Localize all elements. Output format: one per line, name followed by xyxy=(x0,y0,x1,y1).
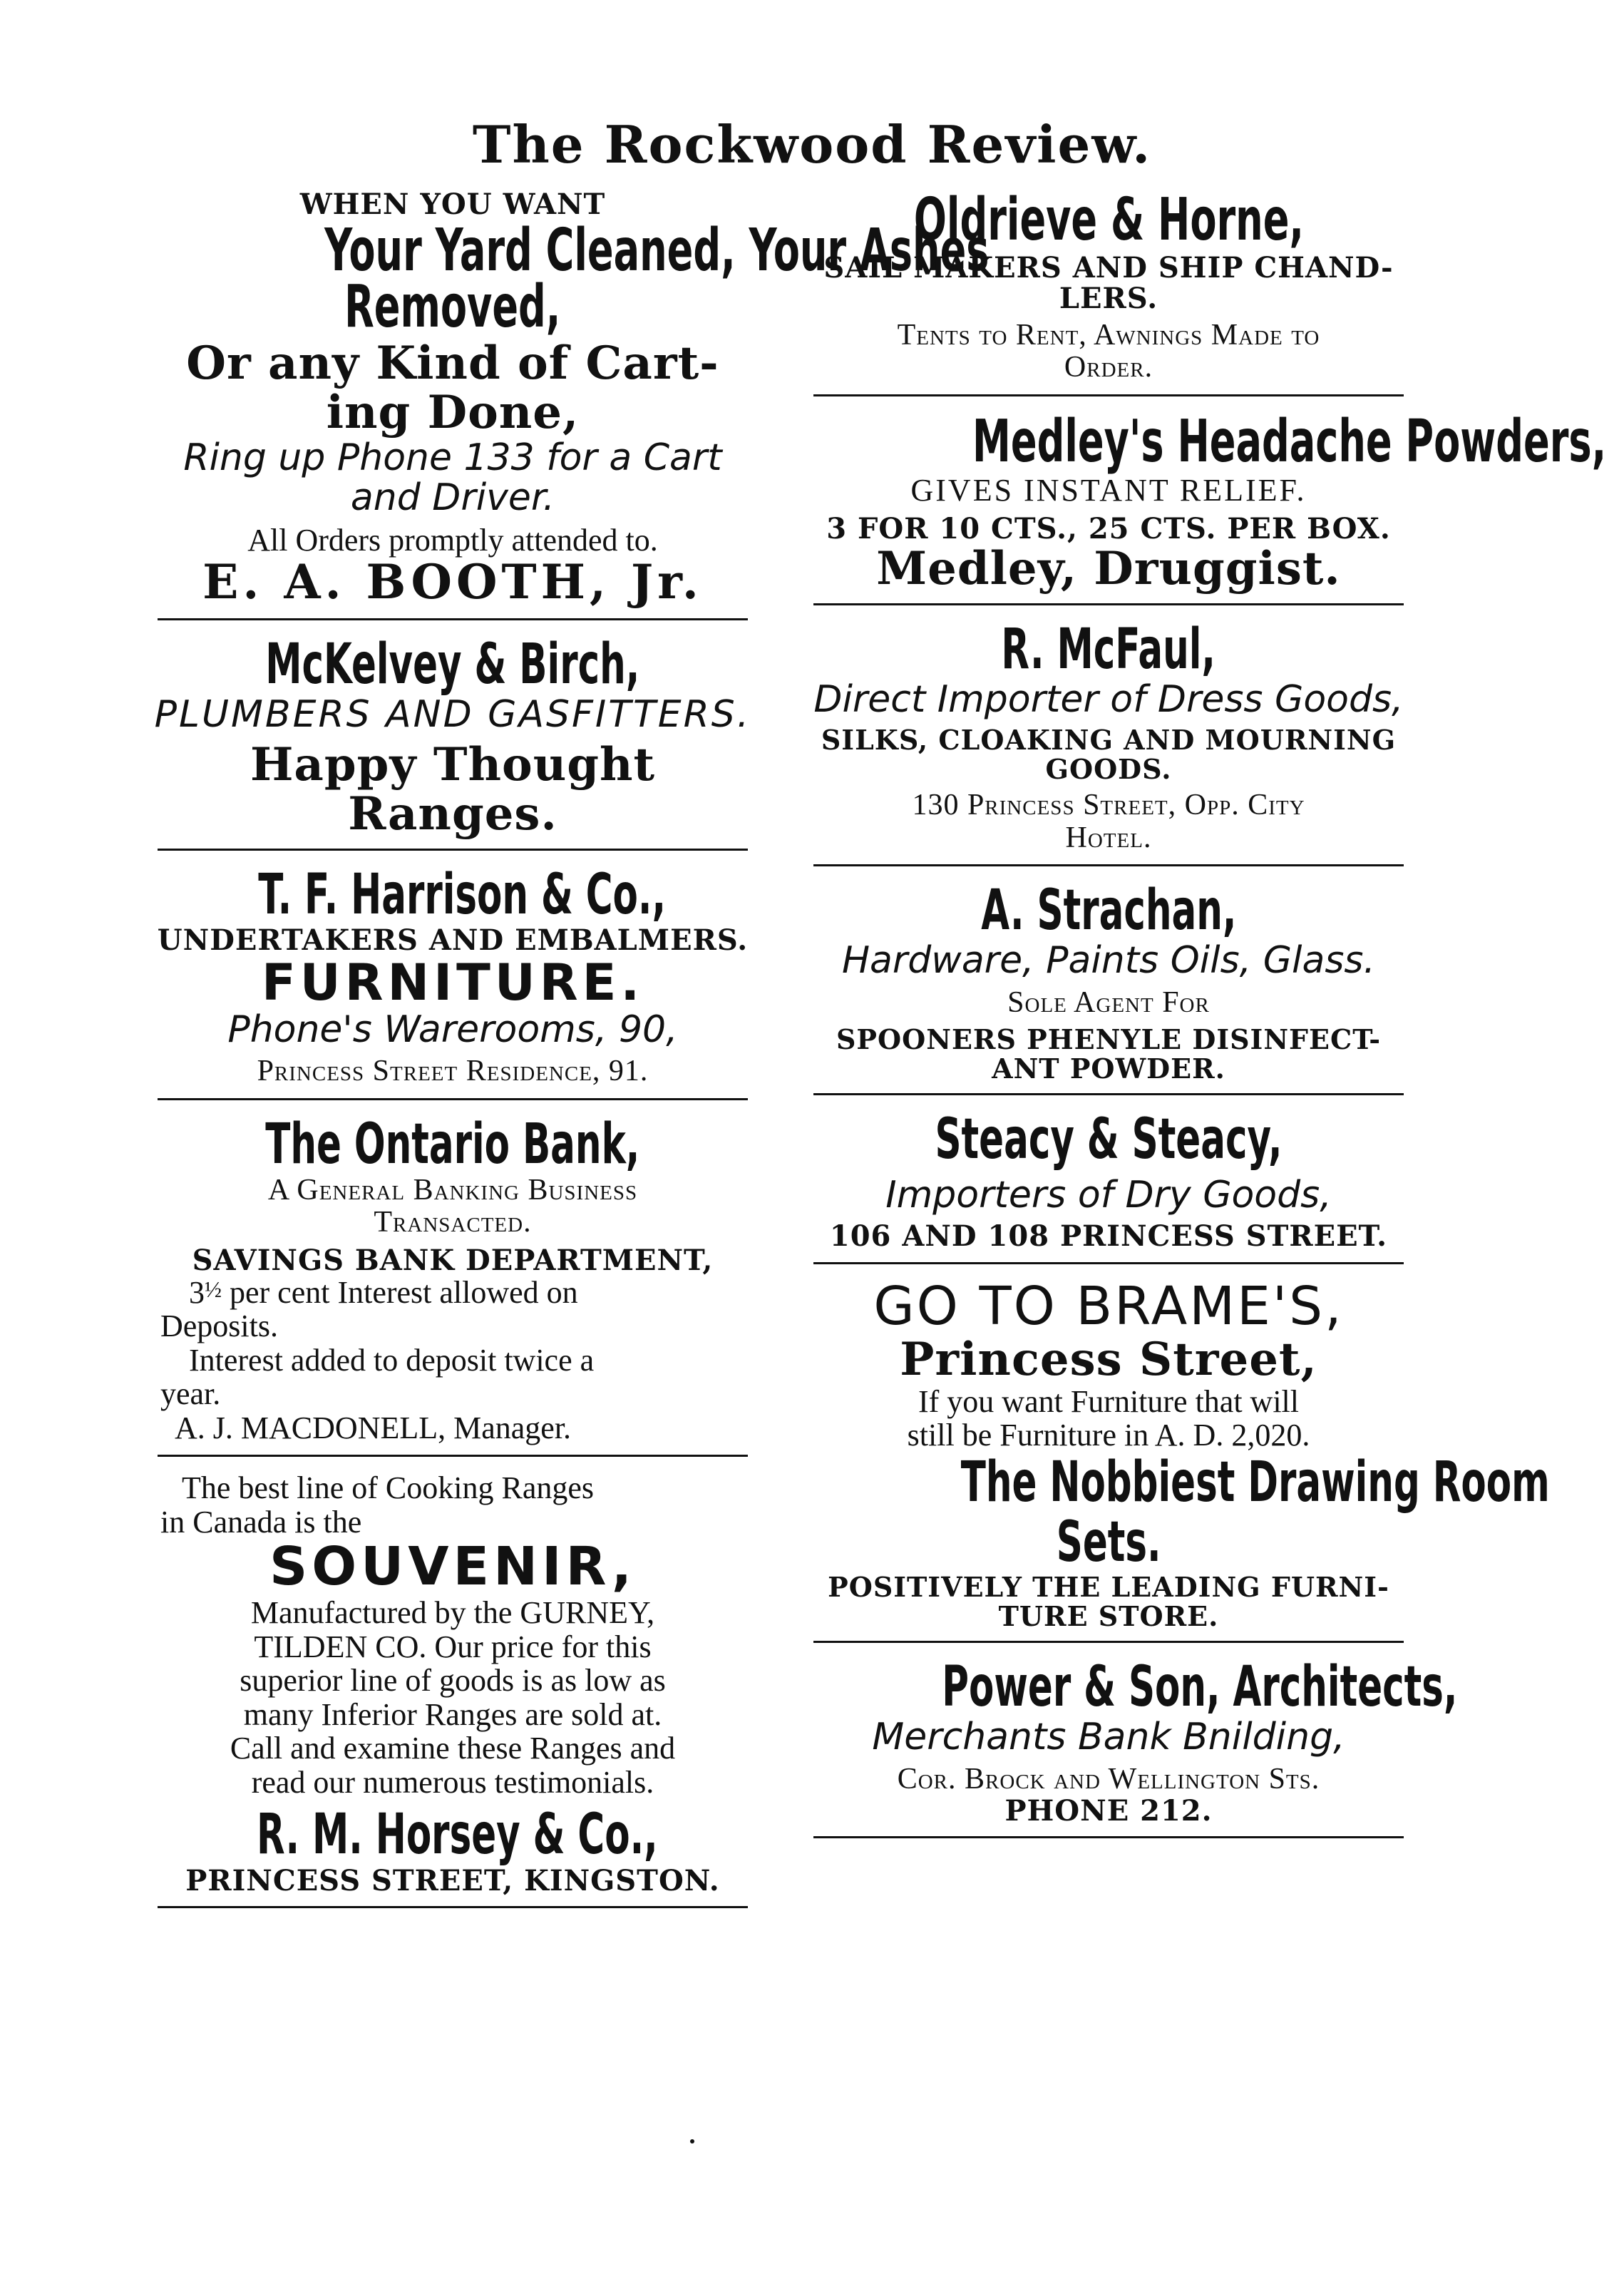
souvenir-body4: many Inferior Ranges are sold at. xyxy=(243,1696,662,1732)
medley-claim: GIVES INSTANT RELIEF. xyxy=(910,473,1307,508)
left-column xyxy=(153,188,990,1922)
bank-rate-text2: Deposits. xyxy=(160,1308,278,1344)
ad-strachan xyxy=(809,881,1408,1083)
brame-line3: The Nobbiest Drawing Room xyxy=(960,1450,1550,1515)
mckelvey-name: McKelvey & Birch, xyxy=(265,632,640,697)
print-speck xyxy=(690,2139,694,2143)
strachan-line4: ANT POWDER. xyxy=(992,1052,1225,1085)
oldrieve-trade1: SAIL MAKERS AND SHIP CHAND- xyxy=(823,250,1394,285)
booth-line6: Ring up Phone 133 for a Cart xyxy=(183,436,722,479)
souvenir-intro1: The best line of Cooking Ranges xyxy=(182,1470,595,1506)
divider xyxy=(813,1836,1404,1838)
brame-street: Princess Street, xyxy=(900,1333,1317,1387)
oldrieve-line1: Tents to Rent, Awnings Made to xyxy=(897,318,1320,352)
booth-line8: All Orders promptly attended to. xyxy=(247,522,658,558)
bank-rate xyxy=(153,1276,752,1310)
ad-steacy xyxy=(809,1107,1408,1254)
souvenir-body6: read our numerous testimonials. xyxy=(251,1764,654,1800)
right-column xyxy=(809,186,1607,1853)
mckelvey-product1: Happy Thought xyxy=(250,737,656,792)
mcfaul-line3: GOODS. xyxy=(1045,753,1172,786)
strachan-line3: SPOONERS PHENYLE DISINFECT- xyxy=(836,1023,1381,1055)
mcfaul-line1: Direct Importer of Dress Goods, xyxy=(813,678,1404,722)
page-title: The Rockwood Review. xyxy=(472,114,1152,175)
booth-line7: and Driver. xyxy=(350,476,555,519)
ad-medley xyxy=(809,407,1607,595)
souvenir-body3: superior line of goods is as low as xyxy=(240,1663,666,1699)
souvenir-body2: TILDEN CO. Our price for this xyxy=(254,1629,652,1664)
souvenir-dealer: R. M. Horsey & Co., xyxy=(256,1803,658,1868)
divider xyxy=(813,1641,1404,1643)
ad-harrison xyxy=(153,865,752,1088)
strachan-name: A. Strachan, xyxy=(980,879,1237,943)
divider xyxy=(813,864,1404,866)
divider xyxy=(158,618,748,620)
ad-ontario-bank xyxy=(153,1112,752,1445)
brame-line5: POSITIVELY THE LEADING FURNI- xyxy=(828,1571,1389,1604)
ad-mckelvey xyxy=(153,632,752,841)
harrison-trade: UNDERTAKERS AND EMBALMERS. xyxy=(157,923,749,958)
mcfaul-address2: Hotel. xyxy=(1065,821,1152,854)
divider xyxy=(813,603,1404,605)
ad-oldrieve xyxy=(809,186,1408,384)
divider xyxy=(158,1098,748,1100)
divider xyxy=(158,1906,748,1908)
souvenir-product: SOUVENIR, xyxy=(269,1536,637,1598)
souvenir-body1: Manufactured by the GURNEY, xyxy=(250,1595,655,1631)
mckelvey-product2: Ranges. xyxy=(348,787,557,841)
souvenir-body5: Call and examine these Ranges and xyxy=(230,1731,676,1766)
brame-line6: TURE STORE. xyxy=(998,1600,1219,1633)
oldrieve-trade2: LERS. xyxy=(1059,281,1158,315)
strachan-line1: Hardware, Paints Oils, Glass. xyxy=(841,939,1376,983)
bank-interest2: year. xyxy=(160,1376,221,1412)
steacy-line2: 106 AND 108 PRINCESS STREET. xyxy=(829,1219,1388,1254)
brame-line2: still be Furniture in A. D. 2,020. xyxy=(907,1418,1310,1453)
harrison-name: T. F. Harrison & Co., xyxy=(258,863,667,928)
divider xyxy=(813,1262,1404,1264)
ad-brame xyxy=(809,1275,1550,1633)
bank-name: The Ontario Bank, xyxy=(265,1112,640,1177)
mcfaul-address1: 130 Princess Street, Opp. City xyxy=(912,789,1305,822)
divider xyxy=(158,849,748,851)
strachan-line2: Sole Agent For xyxy=(1007,985,1210,1019)
brame-head: GO TO BRAME'S, xyxy=(873,1275,1344,1337)
bank-rate-fraction: ½ xyxy=(205,1276,222,1302)
brame-line4: Sets. xyxy=(1056,1510,1161,1574)
bank-dept: SAVINGS BANK DEPARTMENT, xyxy=(192,1243,714,1277)
medley-name: Medley's Headache Powders, xyxy=(972,407,1607,476)
steacy-name: Steacy & Steacy, xyxy=(935,1107,1283,1172)
medley-price: 3 FOR 10 CTS., 25 CTS. PER BOX. xyxy=(826,511,1391,546)
booth-line1: WHEN YOU WANT xyxy=(299,188,606,221)
souvenir-intro2: in Canada is the xyxy=(160,1504,362,1540)
bank-rate-text: per cent Interest allowed on xyxy=(230,1274,578,1310)
oldrieve-name: Oldrieve & Horne, xyxy=(913,186,1304,254)
booth-line3: Removed, xyxy=(344,272,561,341)
ad-power xyxy=(809,1655,1458,1828)
ad-booth xyxy=(153,188,990,610)
ad-mcfaul xyxy=(809,620,1408,854)
souvenir-address: PRINCESS STREET, KINGSTON. xyxy=(185,1863,720,1897)
divider xyxy=(813,394,1404,396)
brame-line1: If you want Furniture that will xyxy=(918,1383,1299,1419)
harrison-product: FURNITURE. xyxy=(261,953,644,1012)
power-line3: PHONE 212. xyxy=(1004,1793,1213,1828)
mcfaul-line2: SILKS, CLOAKING AND MOURNING xyxy=(821,724,1397,757)
mcfaul-name: R. McFaul, xyxy=(1001,618,1216,682)
bank-rate-whole: 3 xyxy=(189,1274,205,1310)
booth-line9: E. A. BOOTH, Jr. xyxy=(202,554,703,610)
oldrieve-line2: Order. xyxy=(1064,351,1153,384)
booth-line5: ing Done, xyxy=(326,386,580,440)
medley-druggist: Medley, Druggist. xyxy=(876,541,1341,595)
bank-line1: A General Banking Business xyxy=(267,1173,638,1207)
bank-manager: A. J. MACDONELL, Manager. xyxy=(175,1410,572,1445)
divider xyxy=(158,1455,748,1457)
bank-interest1: Interest added to deposit twice a xyxy=(189,1342,595,1378)
power-line2: Cor. Brock and Wellington Sts. xyxy=(897,1762,1320,1796)
bank-line2: Transacted. xyxy=(374,1206,532,1239)
divider xyxy=(813,1093,1404,1095)
steacy-line1: Importers of Dry Goods, xyxy=(885,1174,1332,1217)
harrison-address: Princess Street Residence, 91. xyxy=(257,1055,649,1088)
booth-line2: Your Yard Cleaned, Your Ashes xyxy=(324,217,990,285)
harrison-phone: Phone's Warerooms, 90, xyxy=(227,1008,678,1052)
power-name: Power & Son, Architects, xyxy=(942,1655,1458,1720)
ad-souvenir xyxy=(153,1471,752,1895)
power-line1: Merchants Bank Bnilding, xyxy=(872,1716,1345,1759)
mckelvey-trade: PLUMBERS AND GASFITTERS. xyxy=(154,692,751,736)
booth-line4: Or any Kind of Cart- xyxy=(186,337,719,391)
